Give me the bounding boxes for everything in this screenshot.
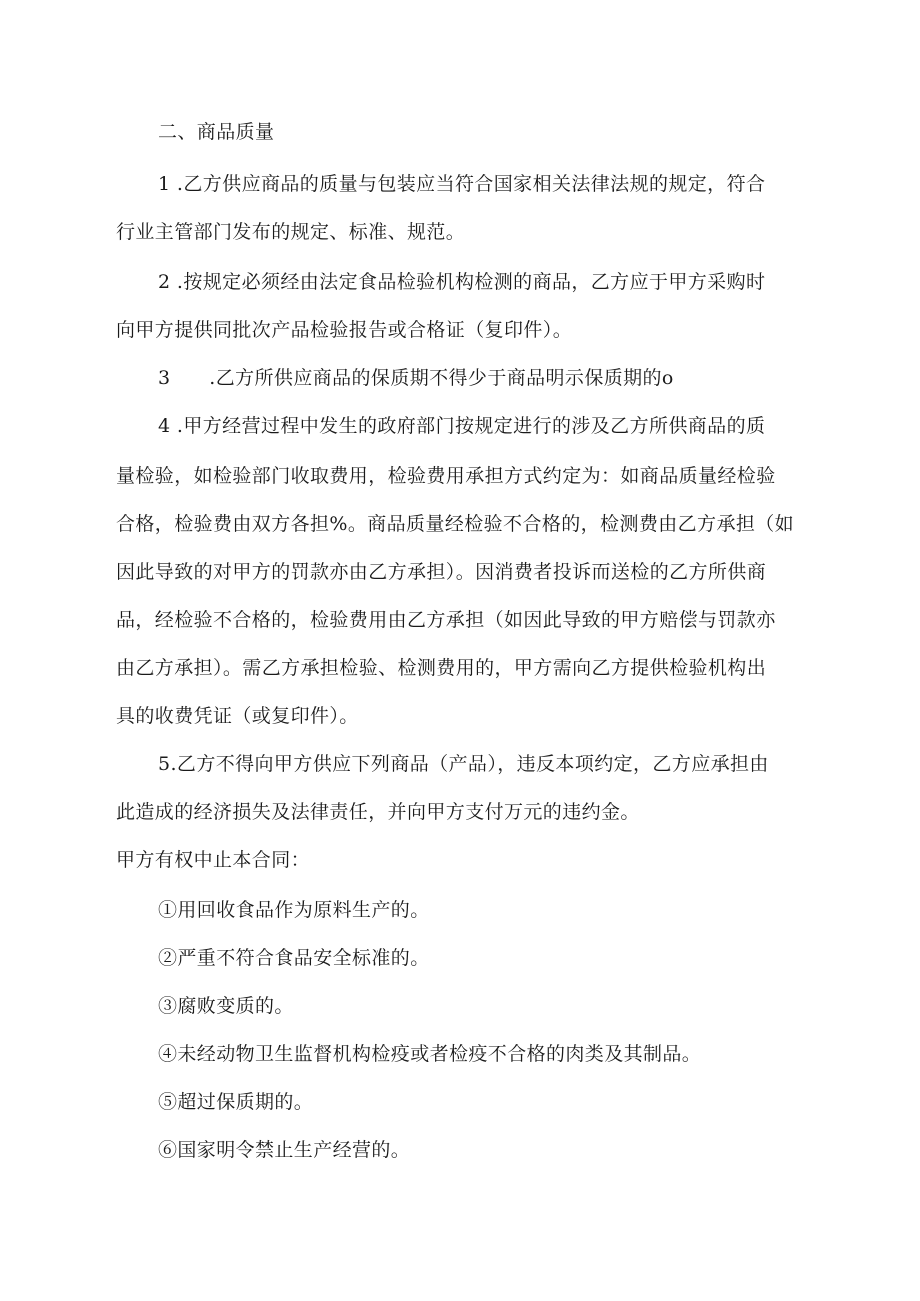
- clause-3-line-1: 3 .乙方所供应商品的保质期不得少于商品明示保质期的o: [158, 367, 674, 389]
- clause-4-line-1: 4 .甲方经营过程中发生的政府部门按规定进行的涉及乙方所供商品的质: [158, 415, 766, 437]
- list-item-1: ①用回收食品作为原料生产的。: [158, 899, 430, 921]
- clause-4-line-3: 合格，检验费由双方各担%。商品质量经检验不合格的，检测费由乙方承担（如: [116, 513, 795, 535]
- clause-4-line-2: 量检验，如检验部门收取费用，检验费用承担方式约定为：如商品质量经检验: [116, 465, 776, 487]
- clause-4-line-4: 因此导致的对甲方的罚款亦由乙方承担）。因消费者投诉而送检的乙方所供商: [116, 561, 767, 583]
- clause-2-line-1: 2 .按规定必须经由法定食品检验机构检测的商品，乙方应于甲方采购时: [158, 271, 766, 293]
- clause-4-line-5: 品，经检验不合格的，检验费用由乙方承担（如因此导致的甲方赔偿与罚款亦: [116, 609, 776, 631]
- list-item-5: ⑤超过保质期的。: [158, 1091, 314, 1113]
- list-item-6: ⑥国家明令禁止生产经营的。: [158, 1139, 411, 1161]
- section-heading: 二、商品质量: [158, 121, 275, 143]
- list-item-4: ④未经动物卫生监督机构检疫或者检疫不合格的肉类及其制品。: [158, 1043, 702, 1065]
- clause-4-line-6: 由乙方承担）。需乙方承担检验、检测费用的，甲方需向乙方提供检验机构出: [116, 657, 767, 679]
- list-item-3: ③腐败变质的。: [158, 995, 294, 1017]
- clause-1-line-2: 行业主管部门发布的规定、标准、规范。: [116, 221, 466, 243]
- clause-5-line-1: 5.乙方不得向甲方供应下列商品（产品），违反本项约定，乙方应承担由: [158, 753, 769, 775]
- clause-2-line-2: 向甲方提供同批次产品检验报告或合格证（复印件）。: [116, 319, 573, 341]
- termination-right: 甲方有权中止本合同：: [116, 849, 311, 871]
- clause-4-line-7: 具的收费凭证（或复印件）。: [116, 705, 359, 727]
- list-item-2: ②严重不符合食品安全标准的。: [158, 947, 430, 969]
- clause-5-line-2: 此造成的经济损失及法律责任，并向甲方支付万元的违约金。: [116, 801, 640, 823]
- clause-1-line-1: 1 .乙方供应商品的质量与包装应当符合国家相关法律法规的规定，符合: [158, 173, 766, 195]
